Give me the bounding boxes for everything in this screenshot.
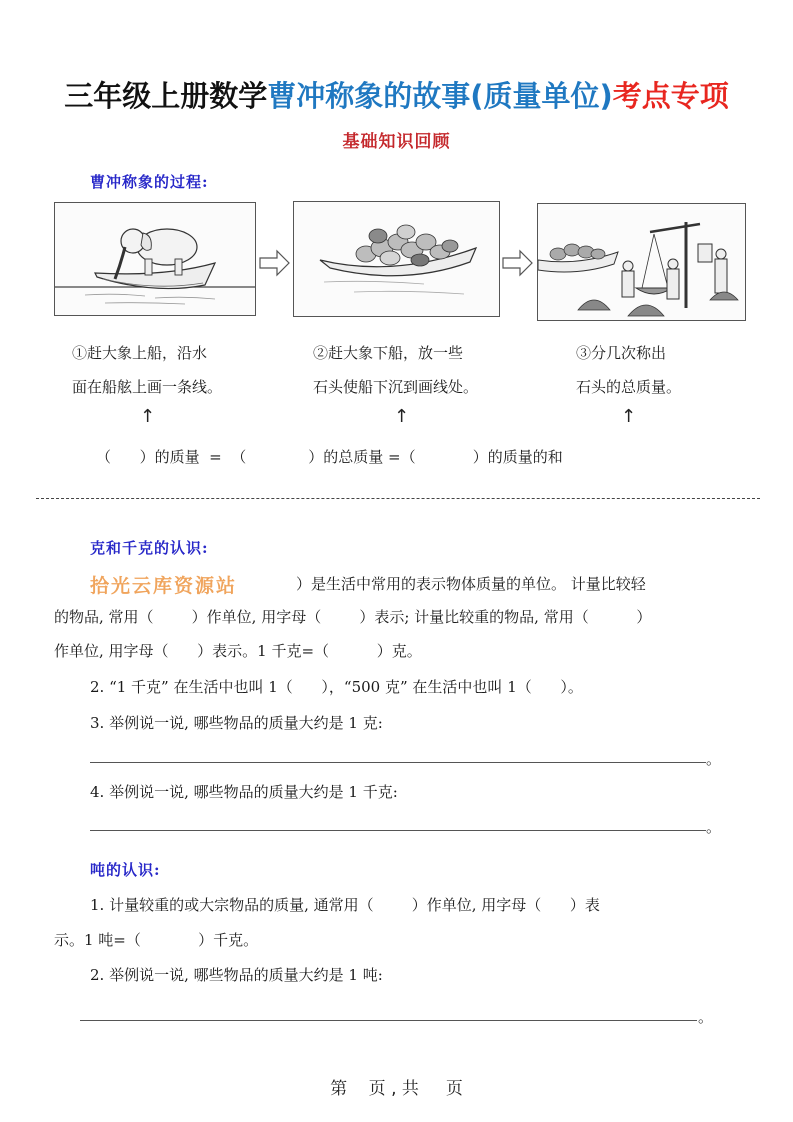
q3: 3. 举例说一说, 哪些物品的质量大约是 1 克:: [90, 714, 383, 732]
title-grade: 三年级上册数学: [64, 79, 268, 113]
process-equation: （ ）的质量 = （ ）的总质量 =（ ）的质量的和: [96, 448, 563, 466]
section-divider: [36, 498, 760, 499]
section-heading-ton: 吨的认识:: [90, 861, 161, 879]
page-footer: 第 页 , 共 页: [330, 1079, 463, 1099]
ton-q1-line-2: 示。1 吨=（ ）千克。: [54, 931, 259, 949]
up-arrow-icon: ↑: [621, 406, 637, 427]
answer-line-q4[interactable]: [90, 830, 706, 831]
watermark: 拾光云库资源站: [90, 575, 238, 597]
step-3: [576, 336, 681, 404]
answer-line-q3[interactable]: [90, 762, 706, 763]
title-suffix: 考点专项: [612, 79, 729, 113]
q2: 2. “1 千克” 在生活中也叫 1（ ），“500 克” 在生活中也叫 1（ ）。: [90, 678, 583, 696]
step-1: [72, 336, 222, 404]
step-2-line-2: 石头使船下沉到画线处。: [313, 378, 479, 396]
elephant-on-boat-illustration: [54, 202, 256, 316]
q4: 4. 举例说一说, 哪些物品的质量大约是 1 千克:: [90, 783, 398, 801]
up-arrow-icon: ↑: [140, 406, 156, 427]
page-title: [0, 74, 793, 115]
answer-line-ton-q2[interactable]: [80, 1020, 697, 1021]
right-arrow-icon: [502, 249, 534, 277]
period: 。: [698, 1008, 714, 1026]
up-arrow-icon: ↑: [394, 406, 410, 427]
title-topic: 曹冲称象的故事(质量单位): [267, 79, 613, 113]
weighing-stones-illustration: [537, 203, 746, 321]
step-1-line-1: ①赶大象上船，沿水: [72, 344, 208, 362]
right-arrow-icon: [259, 249, 291, 277]
step-1-line-2: 面在船舷上画一条线。: [72, 378, 223, 396]
ton-q1-line-1: 1. 计量较重的或大宗物品的质量, 通常用（ ）作单位, 用字母（ ）表: [90, 896, 600, 914]
step-2: [313, 336, 478, 404]
section-heading-gram-kilogram: 克和千克的认识:: [90, 539, 209, 557]
step-2-line-1: ②赶大象下船，放一些: [313, 344, 464, 362]
step-3-line-2: 石头的总质量。: [576, 378, 682, 396]
section-heading-process: 曹冲称象的过程:: [90, 173, 209, 191]
ton-q2: 2. 举例说一说, 哪些物品的质量大约是 1 吨:: [90, 966, 383, 984]
subtitle: 基础知识回顾: [342, 132, 451, 152]
q1-line-3: 作单位, 用字母（ ）表示。1 千克=（ ）克。: [54, 642, 422, 660]
q1-line-2: 的物品, 常用（ ）作单位, 用字母（ ）表示; 计量比较重的物品, 常用（ ）: [54, 608, 652, 626]
period: 。: [706, 818, 722, 836]
period: 。: [706, 750, 722, 768]
step-3-line-1: ③分几次称出: [576, 344, 667, 362]
q1-line-1: ）是生活中常用的表示物体质量的单位。 计量比较轻: [296, 575, 646, 593]
stones-on-boat-illustration: [293, 201, 500, 317]
